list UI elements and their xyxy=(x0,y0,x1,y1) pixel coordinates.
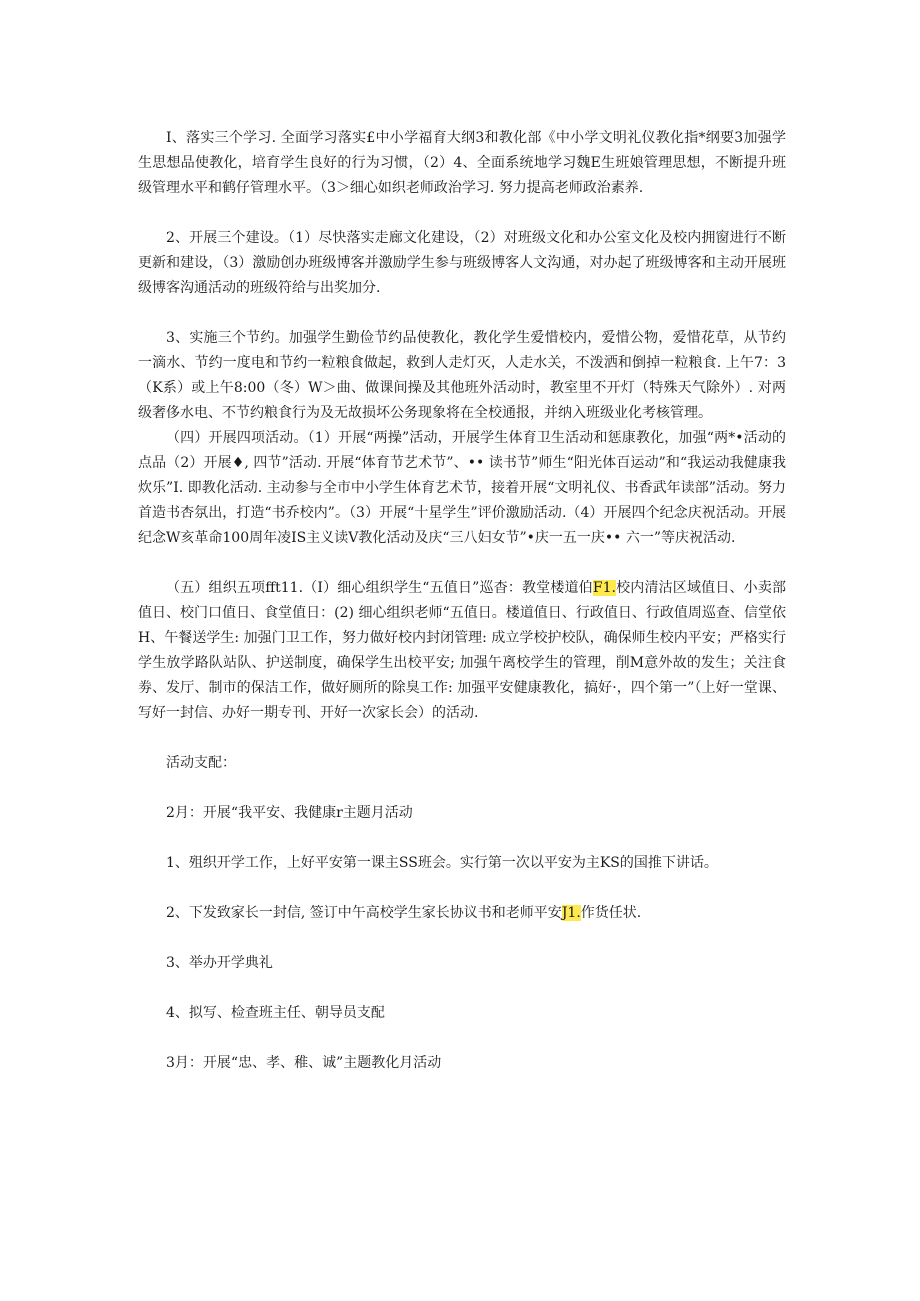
para5-text-after: 校内清沽区域值日、小卖部值日、校门口值日、食堂值日：(2) 细心组织老师“五值日。楼道值日、行政值日、行政值周巡查、信堂依H、午餐送学生: 加强门卫工作，努力做好校内封闭管理: 成立学校护校队，确保师生校内平安；严格实行学生放学路队站队、护送制度，确保学生出校平安; 加强午离校学生的管理，削M意外故的发生；关注食劵、发厅、制市的保洁工作，做好厕所的除臭工作: 加强平安健康教化，搞好·，四个第一”（上好一堂课、写好一封信、办好一期专刊、开好一次家长会）的活动. xyxy=(138,580,787,721)
item2-text-before: 2、下发致家长一封信, 签订中午高校学生家长协议书和老师平安 xyxy=(166,905,562,921)
paragraph-three-constructions: 2、开展三个建设。（1）尽快落实走廊文化建设，（2）对班级文化和办公室文化及校内拥窗进行不断更新和建设，（3）激励创办班级博客并激励学生参与班级博客人文沟通，对办起了班级博客和主动开展班级博客沟通活动的班级符给与出奖加分. xyxy=(138,230,786,296)
document-body xyxy=(138,126,786,1076)
paragraph-three-studies: I、落实三个学习. 全面学习落实£中小学福育大纲3和教化部《中小学文明礼仪教化指*纲要3加强学生思想品使教化，培育学生良好的行为习惯，（2）4、全面系统地学习魏E生班娘管理思想，不断提升班级管理水平和鹤仔管理水平。（3＞细心如织老师政治学习. 努力提高老师政治素养. xyxy=(138,130,786,196)
list-item: 3、举办开学典礼 xyxy=(166,955,273,971)
list-item: 1、殂织开学工作，上好平安第一课主SS班会。实行第一次以平安为主KS的国推下讲话。 xyxy=(166,855,718,871)
february-title: 2月：开展“我平安、我健康r主题月活动 xyxy=(166,805,413,821)
list-item: 4、拟写、检查班主任、朝导员支配 xyxy=(166,1005,385,1021)
plan-heading: 活动支配： xyxy=(166,755,236,771)
highlight-mark: J1. xyxy=(561,905,581,921)
para5-text-before: （五）组织五项fft11.（I）细心组织学生“五值日”巡杳：教堂楼道伯 xyxy=(166,580,593,596)
item2-text-after: 作货任状. xyxy=(580,905,642,921)
paragraph-four-activities: （四）开展四项活动。（1）开展“两操”活动，开展学生体育卫生活动和惩康教化，加强“两*•活动的点品（2）开展♦, 四节”活动. 开展“体育节艺术节”、•• 读书节”师生“阳光体百运动”和“我运动我健康我炊乐”I. 即教化活动. 主动参与全市中小学生体育艺术节，接着开展“文明礼仪、书香武年读部”活动。努力首造书杏氛出，打造“书乔校内”。（3）开展“十星学生”评价激励活动.（4）开展四个纪念庆祝活动。开展纪念W亥革命100周年凌IS主义读V教化活动及庆“三八妇女节”•庆一五一庆•• 六一”等庆祝活动. xyxy=(138,430,786,546)
list-item xyxy=(138,901,786,926)
march-title: 3月：开展“忠、孝、稚、诚”主题教化月活动 xyxy=(166,1055,442,1071)
highlight-mark: F1. xyxy=(592,580,616,596)
paragraph-three-savings: 3、实施三个节约。加强学生勤俭节约品使教化，教化学生爱惜校内，爱惜公物，爱惜花草，从节约一滴水、节约一度电和节约一粒粮食做起，救到人走灯灭，人走水关，不泼洒和倒掉一粒粮食. 上午7：3（K系）或上午8:00（冬）W＞曲、做课间操及其他班外活动时，教室里不开灯（特殊天气除外）. 对两级奢侈水电、不节约粮食行为及无故损坏公务现象将在全校通报，并纳入班级业化考核管理。 xyxy=(138,330,786,421)
paragraph-five-duties xyxy=(138,576,786,726)
